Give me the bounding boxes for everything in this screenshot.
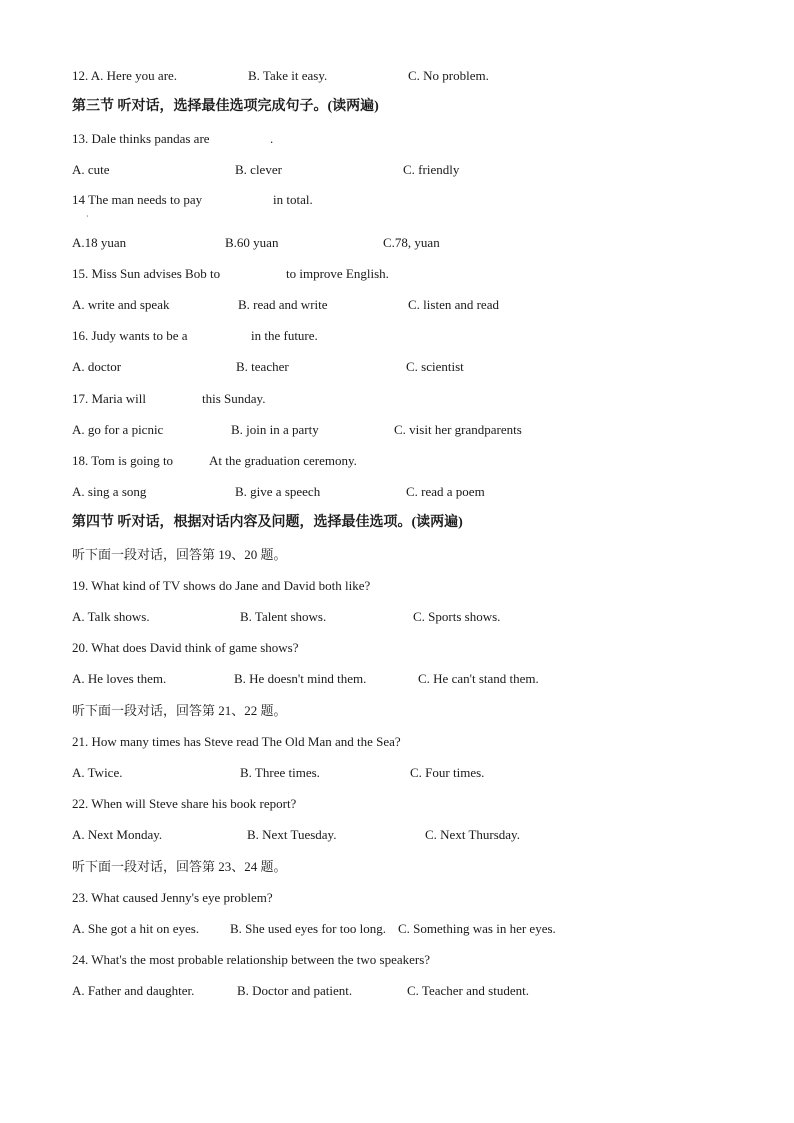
question-text: 18. Tom is going to: [72, 453, 174, 468]
option-b: B. She used eyes for too long.: [230, 921, 386, 936]
option-a: A. doctor: [72, 359, 122, 374]
question-20-stem: 20. What does David think of game shows?: [72, 640, 299, 655]
instruction-19-20: 听下面一段对话，回答第 19、20 题。: [72, 547, 287, 562]
option-b: B. give a speech: [235, 484, 321, 499]
option-b: B. clever: [235, 162, 282, 177]
option-b: B. Doctor and patient.: [237, 983, 353, 998]
question-17-stem: [72, 391, 266, 407]
option-c: C. scientist: [406, 359, 464, 374]
question-21-stem: 21. How many times has Steve read The Old Man and the Sea?: [72, 734, 401, 749]
question-20-options: [72, 671, 539, 687]
option-a: A. She got a hit on eyes.: [72, 921, 200, 936]
option-b: B. join in a party: [231, 422, 319, 437]
option-c: C. Sports shows.: [413, 609, 501, 624]
question-23-stem: 23. What caused Jenny's eye problem?: [72, 890, 273, 905]
question-13-options: [72, 162, 460, 178]
stray-dot-mark: ·: [86, 212, 89, 221]
option-a: A.18 yuan: [72, 235, 127, 250]
question-14-stem: [72, 192, 313, 208]
option-b: B. Talent shows.: [240, 609, 327, 624]
question-13-stem: [72, 131, 274, 147]
question-21-options: [72, 765, 485, 781]
section-3-heading: 第三节 听对话，选择最佳选项完成句子。(读两遍): [72, 99, 379, 114]
option-c: C. listen and read: [408, 297, 499, 312]
question-24-options: [72, 983, 529, 999]
question-12-options: [72, 68, 489, 84]
question-text: 15. Miss Sun advises Bob to: [72, 266, 221, 281]
question-23-options: [72, 921, 556, 937]
question-24-stem: 24. What's the most probable relationship between the two speakers?: [72, 952, 431, 967]
question-17-options: [72, 422, 522, 438]
option-c: C.78, yuan: [383, 235, 440, 250]
question-18-stem: [72, 453, 357, 469]
option-b: B. Three times.: [240, 765, 320, 780]
option-a: A. go for a picnic: [72, 422, 164, 437]
question-text: 14 The man needs to pay: [72, 192, 203, 207]
option-a: A. write and speak: [72, 297, 170, 312]
question-22-options: [72, 827, 520, 843]
question-14-options: [72, 235, 440, 251]
option-a: A. He loves them.: [72, 671, 167, 686]
option-c: C. read a poem: [406, 484, 485, 499]
option-a: A. Next Monday.: [72, 827, 163, 842]
option-a: A. Father and daughter.: [72, 983, 195, 998]
question-text-end: in the future.: [251, 328, 318, 343]
question-16-stem: [72, 328, 318, 344]
option-c: C. No problem.: [408, 68, 489, 83]
question-text-end: this Sunday.: [202, 391, 266, 406]
question-16-options: [72, 359, 464, 375]
option-a: A. Twice.: [72, 765, 123, 780]
option-b: B. read and write: [238, 297, 328, 312]
question-text-end: in total.: [273, 192, 313, 207]
option-b: B. He doesn't mind them.: [234, 671, 367, 686]
option-a: A. cute: [72, 162, 110, 177]
question-text-end: .: [270, 131, 274, 146]
option-c: C. Four times.: [410, 765, 485, 780]
option-c: C. Next Thursday.: [425, 827, 520, 842]
option-b: B.60 yuan: [225, 235, 279, 250]
instruction-21-22: 听下面一段对话，回答第 21、22 题。: [72, 703, 287, 718]
option-c: C. visit her grandparents: [394, 422, 522, 437]
option-b: B. teacher: [236, 359, 289, 374]
question-15-options: [72, 297, 499, 313]
option-b: B. Take it easy.: [248, 68, 328, 83]
option-c: C. Something was in her eyes.: [398, 921, 556, 936]
question-18-options: [72, 484, 485, 500]
instruction-23-24: 听下面一段对话，回答第 23、24 题。: [72, 859, 287, 874]
option-c: C. Teacher and student.: [407, 983, 529, 998]
question-text: 13. Dale thinks pandas are: [72, 131, 210, 146]
option-b: B. Next Tuesday.: [247, 827, 337, 842]
option-a: A. Talk shows.: [72, 609, 150, 624]
option-a: 12. A. Here you are.: [72, 68, 178, 83]
question-15-stem: [72, 266, 389, 282]
question-19-stem: 19. What kind of TV shows do Jane and David both like?: [72, 578, 371, 593]
question-19-options: [72, 609, 501, 625]
option-c: C. He can't stand them.: [418, 671, 539, 686]
question-text: 16. Judy wants to be a: [72, 328, 188, 343]
option-a: A. sing a song: [72, 484, 147, 499]
question-22-stem: 22. When will Steve share his book report?: [72, 796, 297, 811]
question-text-end: to improve English.: [286, 266, 389, 281]
question-text: 17. Maria will: [72, 391, 147, 406]
question-text-end: At the graduation ceremony.: [209, 453, 357, 468]
option-c: C. friendly: [403, 162, 460, 177]
section-4-heading: 第四节 听对话，根据对话内容及问题，选择最佳选项。(读两遍): [72, 515, 463, 530]
